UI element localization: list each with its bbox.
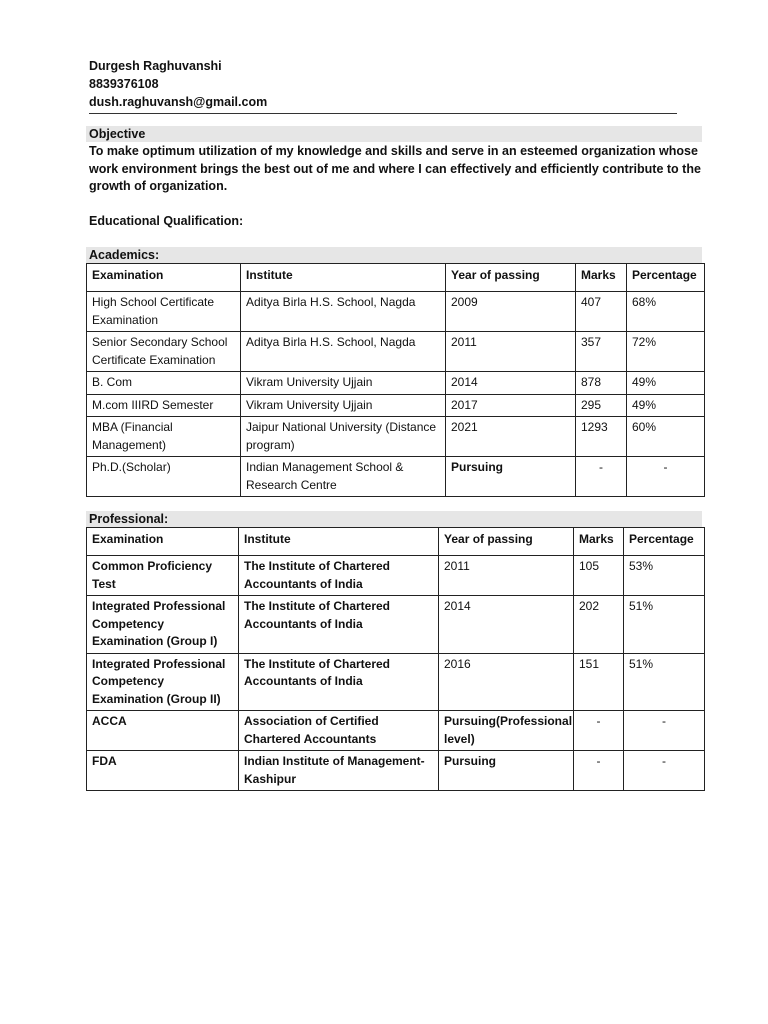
column-header-marks: Marks — [576, 264, 627, 292]
cell-percentage: 68% — [627, 292, 705, 332]
cell-percentage: - — [627, 457, 705, 497]
cell-marks: 105 — [574, 556, 624, 596]
academics-heading-bar — [86, 247, 702, 263]
table-row — [87, 556, 705, 596]
column-header-percentage: Percentage — [627, 264, 705, 292]
cell-examination: M.com IIIRD Semester — [87, 394, 241, 417]
cell-marks: 202 — [574, 596, 624, 654]
table-row — [87, 751, 705, 791]
column-header-examination: Examination — [87, 528, 239, 556]
column-header-year: Year of passing — [446, 264, 576, 292]
cell-year: 2016 — [439, 653, 574, 711]
candidate-name: Durgesh Raghuvanshi — [89, 59, 222, 73]
table-row — [87, 596, 705, 654]
table-row — [87, 394, 705, 417]
column-header-marks: Marks — [574, 528, 624, 556]
cell-examination: High School Certificate Examination — [87, 292, 241, 332]
cell-institute: The Institute of Chartered Accountants of India — [239, 596, 439, 654]
cell-institute: Indian Management School & Research Centre — [241, 457, 446, 497]
cell-examination: B. Com — [87, 372, 241, 395]
professional-heading: Professional: — [89, 512, 169, 526]
cell-year: 2017 — [446, 394, 576, 417]
cell-examination: Integrated Professional Competency Examination (Group II) — [87, 653, 239, 711]
table-row — [87, 417, 705, 457]
column-header-percentage: Percentage — [624, 528, 705, 556]
cell-percentage: - — [624, 751, 705, 791]
cell-examination: FDA — [87, 751, 239, 791]
cell-institute: Association of Certified Chartered Accountants — [239, 711, 439, 751]
table-row — [87, 653, 705, 711]
cell-marks: 407 — [576, 292, 627, 332]
cell-percentage: 49% — [627, 372, 705, 395]
cell-institute: The Institute of Chartered Accountants of India — [239, 653, 439, 711]
cell-year: Pursuing — [439, 751, 574, 791]
cell-examination: Ph.D.(Scholar) — [87, 457, 241, 497]
cell-year: 2011 — [439, 556, 574, 596]
cell-marks: 1293 — [576, 417, 627, 457]
cell-institute: Aditya Birla H.S. School, Nagda — [241, 332, 446, 372]
cell-year: Pursuing(Professional level) — [439, 711, 574, 751]
table-row — [87, 457, 705, 497]
cell-percentage: 51% — [624, 653, 705, 711]
professional-table — [86, 527, 705, 791]
objective-heading: Objective — [89, 127, 146, 141]
cell-institute: Indian Institute of Management-Kashipur — [239, 751, 439, 791]
column-header-examination: Examination — [87, 264, 241, 292]
cell-marks: 357 — [576, 332, 627, 372]
table-row — [87, 711, 705, 751]
table-row — [87, 332, 705, 372]
cell-institute: Aditya Birla H.S. School, Nagda — [241, 292, 446, 332]
cell-examination: ACCA — [87, 711, 239, 751]
cell-marks: - — [574, 751, 624, 791]
cell-examination: MBA (Financial Management) — [87, 417, 241, 457]
cell-institute: Vikram University Ujjain — [241, 394, 446, 417]
professional-heading-bar — [86, 511, 702, 527]
cell-year: 2021 — [446, 417, 576, 457]
cell-marks: - — [576, 457, 627, 497]
cell-institute: The Institute of Chartered Accountants of India — [239, 556, 439, 596]
cell-percentage: 51% — [624, 596, 705, 654]
objective-heading-bar — [86, 126, 702, 142]
cell-marks: 878 — [576, 372, 627, 395]
academics-heading: Academics: — [89, 248, 160, 262]
cell-marks: 151 — [574, 653, 624, 711]
column-header-institute: Institute — [239, 528, 439, 556]
cell-year: 2009 — [446, 292, 576, 332]
cell-institute: Jaipur National University (Distance program) — [241, 417, 446, 457]
cell-year: Pursuing — [446, 457, 576, 497]
academics-header-row — [87, 264, 705, 292]
cell-percentage: 49% — [627, 394, 705, 417]
education-heading: Educational Qualification: — [89, 214, 244, 228]
cell-examination: Common Proficiency Test — [87, 556, 239, 596]
cell-marks: 295 — [576, 394, 627, 417]
cell-year: 2011 — [446, 332, 576, 372]
cell-examination: Senior Secondary School Certificate Examination — [87, 332, 241, 372]
objective-text: To make optimum utilization of my knowledge and skills and serve in an esteemed organization whose work environment brings the best out of me and where I can effectively and efficiently contribute to the growth of organization. — [89, 144, 701, 193]
cell-percentage: 60% — [627, 417, 705, 457]
contact-header — [89, 57, 677, 114]
cell-institute: Vikram University Ujjain — [241, 372, 446, 395]
cell-marks: - — [574, 711, 624, 751]
cell-year: 2014 — [446, 372, 576, 395]
column-header-year: Year of passing — [439, 528, 574, 556]
cell-percentage: 72% — [627, 332, 705, 372]
column-header-institute: Institute — [241, 264, 446, 292]
candidate-email: dush.raghuvansh@gmail.com — [89, 95, 268, 109]
professional-header-row — [87, 528, 705, 556]
academics-table — [86, 263, 705, 497]
cell-examination: Integrated Professional Competency Examination (Group I) — [87, 596, 239, 654]
cell-percentage: - — [624, 711, 705, 751]
candidate-phone: 8839376108 — [89, 77, 159, 91]
table-row — [87, 292, 705, 332]
table-row — [87, 372, 705, 395]
cell-percentage: 53% — [624, 556, 705, 596]
cell-year: 2014 — [439, 596, 574, 654]
